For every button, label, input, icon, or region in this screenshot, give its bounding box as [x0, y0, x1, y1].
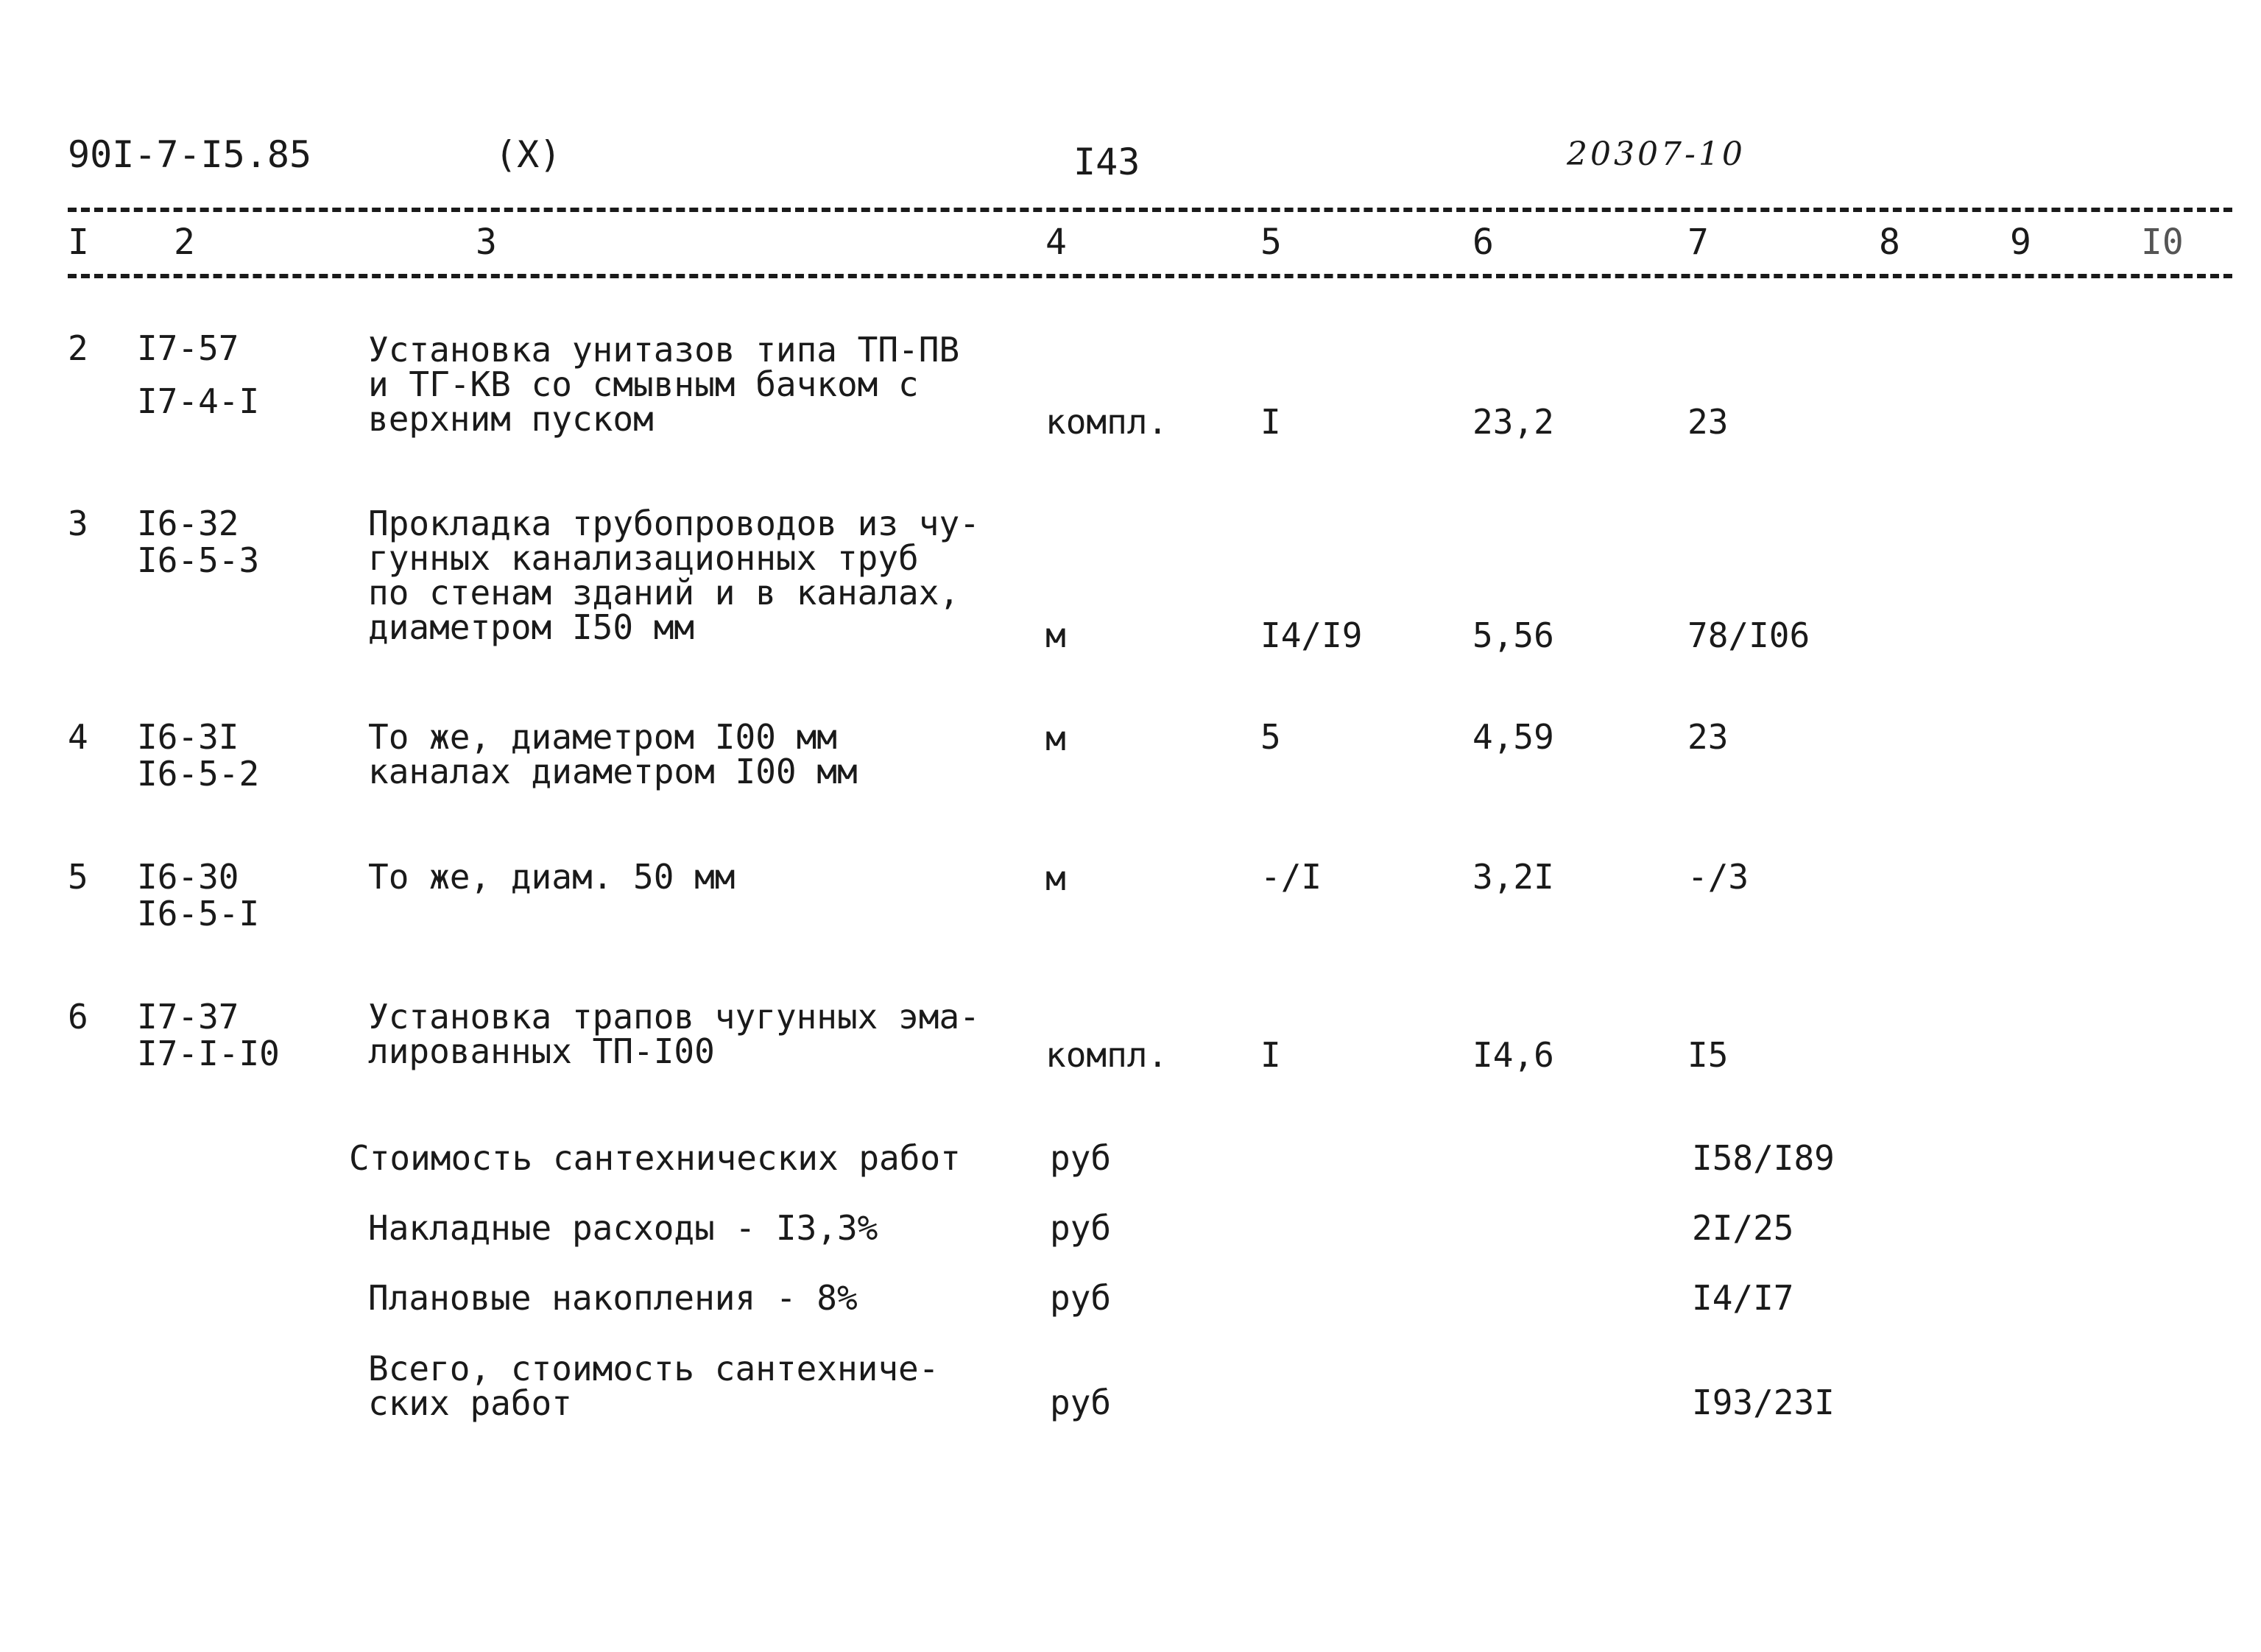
- column-header-4: 4: [1045, 222, 1067, 263]
- column-header-6: 6: [1472, 222, 1494, 263]
- row-unit-price: 23,2: [1472, 402, 1554, 442]
- row-number: 6: [68, 997, 88, 1037]
- row-code-primary: I7-37: [137, 997, 239, 1037]
- row-number: 2: [68, 328, 88, 368]
- row-code-secondary: I7-4-I: [137, 381, 260, 421]
- summary-label: Плановые накопления - 8%: [368, 1278, 858, 1318]
- row-quantity: -/I: [1260, 857, 1322, 897]
- summary-total: I93/23I: [1692, 1383, 1835, 1422]
- row-number: 5: [68, 857, 88, 897]
- document-code: 90I-7-I5.85: [68, 133, 312, 176]
- row-unit-price: I4,6: [1472, 1035, 1554, 1075]
- row-unit: компл.: [1045, 1035, 1168, 1075]
- row-total: 23: [1687, 402, 1729, 442]
- row-description: То же, диам. 50 мм: [368, 857, 736, 897]
- summary-total: 2I/25: [1692, 1208, 1794, 1248]
- column-header-3: 3: [476, 222, 497, 263]
- row-number: 4: [68, 717, 88, 757]
- header-bottom-rule: [68, 274, 2232, 278]
- summary-unit: руб: [1050, 1208, 1112, 1248]
- summary-label: Всего, стоимость сантехниче- ских работ: [368, 1349, 939, 1423]
- row-unit: компл.: [1045, 402, 1168, 442]
- row-quantity: I4/I9: [1260, 615, 1363, 655]
- summary-label: Накладные расходы - I3,3%: [368, 1208, 878, 1248]
- summary-label: Стоимость сантехнических работ: [349, 1138, 961, 1178]
- column-header-10: I0: [2141, 222, 2184, 263]
- row-code-primary: I6-3I: [137, 717, 239, 757]
- row-code-secondary: I7-I-I0: [137, 1034, 280, 1073]
- row-code-primary: I7-57: [137, 328, 239, 368]
- row-quantity: I: [1260, 402, 1281, 442]
- row-code-secondary: I6-5-3: [137, 540, 260, 580]
- handwritten-reference: 20307-10: [1567, 135, 1746, 173]
- row-unit: м: [1045, 858, 1066, 898]
- column-header-5: 5: [1260, 222, 1282, 263]
- header-top-rule: [68, 208, 2232, 212]
- column-header-2: 2: [174, 222, 195, 263]
- summary-unit: руб: [1050, 1383, 1112, 1422]
- row-total: 78/I06: [1687, 615, 1810, 655]
- column-header-7: 7: [1687, 222, 1709, 263]
- section-label: (X): [495, 133, 562, 176]
- column-header-1: I: [68, 222, 89, 263]
- row-code-primary: I6-30: [137, 857, 239, 897]
- row-code-secondary: I6-5-2: [137, 754, 260, 794]
- row-description: Установка унитазов типа ТП-ПВ и ТГ-КВ со смывным бачком с верхним пуском: [368, 330, 960, 439]
- row-description: Прокладка трубопроводов из чу- гунных канализационных труб по стенам зданий и в каналах, диаметром I50 мм: [368, 504, 980, 647]
- row-number: 3: [68, 504, 88, 543]
- row-quantity: I: [1260, 1035, 1281, 1075]
- summary-unit: руб: [1050, 1278, 1112, 1318]
- row-quantity: 5: [1260, 717, 1281, 757]
- summary-total: I58/I89: [1692, 1138, 1835, 1178]
- row-unit-price: 4,59: [1472, 717, 1554, 757]
- row-unit-price: 5,56: [1472, 615, 1554, 655]
- row-unit: м: [1045, 615, 1066, 655]
- row-total: 23: [1687, 717, 1729, 757]
- column-header-9: 9: [2010, 222, 2031, 263]
- summary-total: I4/I7: [1692, 1278, 1794, 1318]
- row-code-primary: I6-32: [137, 504, 239, 543]
- page-number: I43: [1073, 141, 1140, 183]
- row-unit-price: 3,2I: [1472, 857, 1554, 897]
- summary-unit: руб: [1050, 1138, 1112, 1178]
- column-header-8: 8: [1879, 222, 1900, 263]
- row-unit: м: [1045, 719, 1066, 758]
- row-description: То же, диаметром I00 мм каналах диаметром I00 мм: [368, 717, 858, 791]
- row-total: -/3: [1687, 857, 1749, 897]
- row-total: I5: [1687, 1035, 1729, 1075]
- row-code-secondary: I6-5-I: [137, 894, 260, 933]
- row-description: Установка трапов чугунных эма- лированных ТП-I00: [368, 997, 980, 1071]
